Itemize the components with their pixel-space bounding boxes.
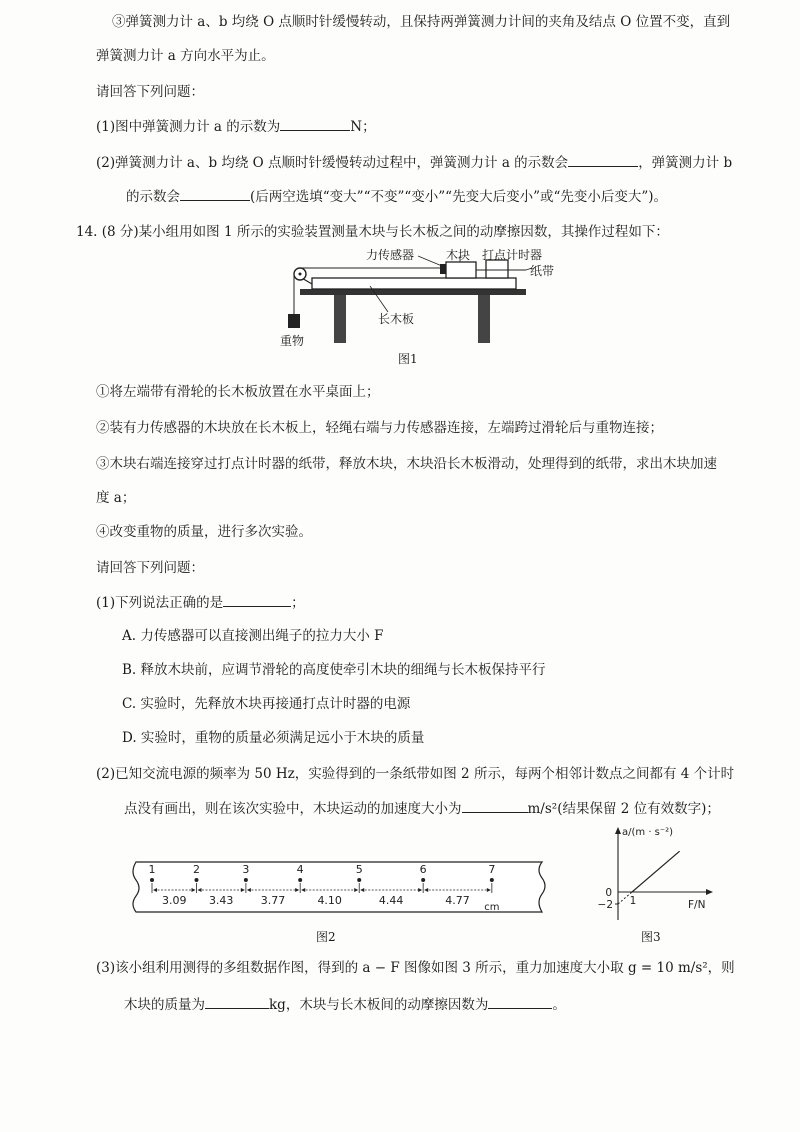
q13-part1-text: (1)图中弹簧测力计 a 的示数为 (96, 119, 281, 135)
y-intercept-label: −2 (597, 899, 613, 911)
q13-step3: ③弹簧测力计 a、b 均绕 O 点顺时针缓慢转动，且保持两弹簧测力计间的夹角及结点 O 位置不变，直到 (112, 14, 731, 30)
q13-step3-cont: 弹簧测力计 a 方向水平为止。 (96, 48, 275, 64)
q14-step-3-cont: 度 a； (96, 490, 136, 506)
q14-step-3: ③木块右端连接穿过打点计时器的纸带，释放木块，木块沿长木板滑动，处理得到的纸带，求出木块加速 (96, 456, 717, 472)
answer-blank-q14-3b[interactable] (488, 994, 552, 1009)
tape-dot-5 (357, 878, 361, 882)
q14-step-1: ①将左端带有滑轮的长木板放置在水平桌面上； (96, 384, 380, 400)
q14-part2-text: 点没有画出，则在该次实验中，木块运动的加速度大小为 (124, 801, 462, 817)
q14-part3-line1: (3)该小组利用测得的多组数据作图，得到的 a − F 图像如图 3 所示，重力加速度大小取 g = 10 m/s²，则 (96, 960, 735, 976)
tape-dot-1 (150, 878, 154, 882)
tape-point-label-6: 6 (419, 863, 427, 876)
tape-segment-label-3: 3.77 (260, 894, 286, 907)
q14-prompt: 请回答下列问题： (96, 560, 204, 576)
tape-point-label-2: 2 (192, 863, 200, 876)
q14-part1-end: ； (291, 595, 305, 611)
wooden-block (446, 262, 476, 278)
q13-part2-text: (2)弹簧测力计 a、b 均绕 O 点顺时针缓慢转动过程中，弹簧测力计 a 的示数会 (96, 155, 569, 171)
option-c: C. 实验时，先释放木块再接通打点计时器的电源 (122, 696, 411, 712)
q13-part2-text-d: (后两空选填“变大”“不变”“变小”“先变大后变小”或“先变小后变大”)。 (250, 189, 668, 205)
origin-label: 0 (605, 887, 612, 899)
q13-part2-text-b: ，弹簧测力计 b (638, 155, 733, 171)
fig2-paper-tape (126, 856, 552, 924)
tape-segment-label-5: 4.44 (378, 894, 404, 907)
q14-step-4: ④改变重物的质量，进行多次实验。 (96, 524, 312, 540)
fig1-label-board: 长木板 (378, 312, 415, 326)
q14-step-2: ②装有力传感器的木块放在长木板上，轻绳右端与力传感器连接，左端跨过滑轮后与重物连接； (96, 420, 663, 436)
table-leg-right (478, 295, 490, 343)
fig3-a-f-graph (584, 824, 724, 928)
tape-dot-6 (421, 878, 425, 882)
q14-part1 (96, 592, 305, 613)
option-d: D. 实验时，重物的质量必须满足远小于木块的质量 (122, 730, 425, 746)
q14-part3-text-c: kg，木块与长木板间的动摩擦因数为 (269, 997, 489, 1013)
long-board (312, 278, 516, 289)
q14-part3-text: 木块的质量为 (124, 997, 205, 1013)
graph-line (632, 851, 680, 892)
option-a: A. 力传感器可以直接测出绳子的拉力大小 F (122, 628, 384, 644)
fig3-caption: 图3 (641, 930, 661, 944)
q14-part2-line1: (2)已知交流电源的频率为 50 Hz，实验得到的一条纸带如图 2 所示，每两个相邻计数点之间都有 4 个计时 (96, 766, 735, 782)
fig2-caption: 图2 (316, 930, 336, 944)
q14-part2-unit: m/s²(结果保留 2 位有效数字)； (527, 801, 720, 817)
answer-blank-q13-1[interactable] (280, 116, 350, 131)
answer-blank-q14-3a[interactable] (205, 994, 269, 1009)
q13-part1-unit: N； (350, 119, 376, 135)
x-axis-arrow (706, 889, 713, 895)
answer-blank-q13-2a[interactable] (568, 152, 638, 167)
tape-segment-label-2: 3.43 (208, 894, 234, 907)
fig1-label-block: 木块 (446, 248, 471, 262)
q14-part1-text: (1)下列说法正确的是 (96, 595, 224, 611)
q14-part2-line2 (124, 798, 720, 819)
tape-point-label-5: 5 (355, 863, 363, 876)
tape-segment-label-6: 4.77 (445, 894, 470, 907)
q13-prompt: 请回答下列问题： (96, 84, 204, 100)
y-axis-arrow (615, 827, 621, 834)
q13-part2-cont (126, 186, 667, 207)
fig1-label-weight: 重物 (280, 334, 305, 348)
tape-segment-label-4: 4.10 (317, 894, 342, 907)
weight (288, 314, 300, 328)
tape-unit-label: cm (484, 902, 500, 913)
answer-blank-q14-2[interactable] (462, 798, 528, 813)
table-top (300, 289, 526, 295)
tape-dot-3 (244, 878, 248, 882)
fig1-label-sensor: 力传感器 (366, 248, 415, 262)
tape-dot-4 (298, 878, 302, 882)
fig1-label-tape: 纸带 (530, 264, 555, 278)
tape-point-label-7: 7 (488, 863, 496, 876)
answer-blank-q13-2b[interactable] (180, 186, 250, 201)
fig1-caption: 图1 (398, 352, 418, 366)
tape-point-label-4: 4 (296, 863, 304, 876)
tape-point-label-3: 3 (242, 863, 250, 876)
answer-blank-q14-1[interactable] (223, 592, 291, 607)
y-axis-label: a/(m · s⁻²) (622, 827, 674, 838)
fig1-label-timer: 打点计时器 (482, 248, 543, 262)
tape-point-label-1: 1 (148, 863, 156, 876)
q13-part1 (96, 116, 376, 137)
option-b: B. 释放木块前，应调节滑轮的高度使牵引木块的细绳与长木板保持平行 (122, 662, 546, 678)
tape-dot-7 (490, 878, 494, 882)
x-intercept-label: 1 (629, 895, 637, 907)
table-leg-left (334, 295, 346, 343)
q14-header: 14. (8 分)某小组用如图 1 所示的实验装置测量木块与长木板之间的动摩擦因数，其操作过程如下： (76, 224, 669, 240)
q14-part3-line2 (124, 994, 566, 1015)
tape-segment-label-1: 3.09 (161, 894, 187, 907)
q13-part2 (96, 152, 732, 173)
q13-part2-text-c: 的示数会 (126, 189, 180, 205)
q14-part3-end: 。 (552, 997, 566, 1013)
x-axis-label: F/N (688, 899, 706, 911)
tape-dot-2 (194, 878, 198, 882)
